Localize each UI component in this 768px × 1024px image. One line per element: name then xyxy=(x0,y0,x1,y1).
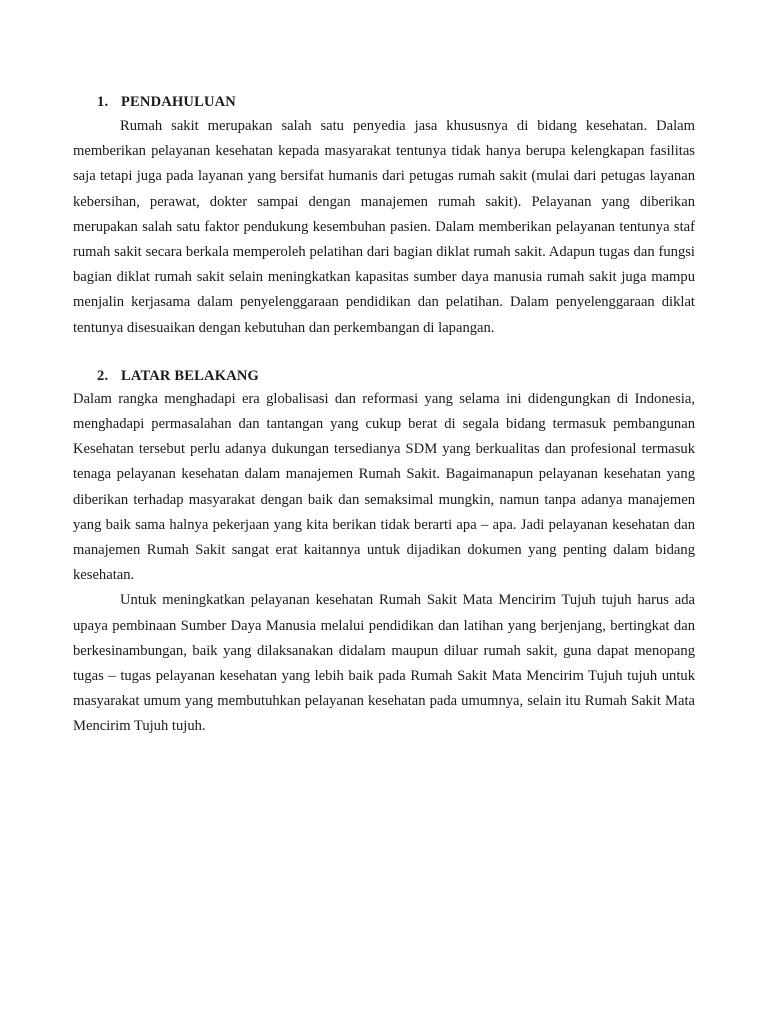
section-heading xyxy=(97,92,695,112)
paragraph: Rumah sakit merupakan salah satu penyedia jasa khususnya di bidang kesehatan. Dalam memberikan pelayanan kesehatan kepada masyarakat tentunya tidak hanya berupa kelengkapan fasilitas saja tetapi juga pada layanan yang bersifat humanis dari petugas rumah sakit (mulai dari petugas layanan kebersihan, perawat, dokter sampai dengan manajemen rumah sakit). Pelayanan yang diberikan merupakan salah satu faktor pendukung kesembuhan pasien. Dalam memberikan pelayanan tentunya staf rumah sakit secara berkala memperoleh pelatihan dari bagian diklat rumah sakit. Adapun tugas dan fungsi bagian diklat rumah sakit selain meningkatkan kapasitas sumber daya manusia rumah sakit juga mampu menjalin kerjasama dalam penyelenggaraan pendidikan dan pelatihan. Dalam penyelenggaraan diklat tentunya disesuaikan dengan kebutuhan dan perkembangan di lapangan. xyxy=(73,118,695,336)
document-page xyxy=(73,92,695,740)
section-latar-belakang xyxy=(73,366,695,740)
section-number: 2. xyxy=(97,367,109,384)
paragraph: Dalam rangka menghadapi era globalisasi dan reformasi yang selama ini didengungkan di Indonesia, menghadapi permasalahan dan tantangan yang cukup berat di segala bidang termasuk pembangunan Kesehatan tersebut perlu adanya dukungan tersedianya SDM yang berkualitas dan profesional termasuk tenaga pelayanan kesehatan dalam manajemen Rumah Sakit. Bagaimanapun pelayanan kesehatan yang diberikan terhadap masyarakat dengan baik dan semaksimal mungkin, namun tanpa adanya manajemen yang baik sama halnya pekerjaan yang kita berikan tidak berarti apa – apa. Jadi pelayanan kesehatan dan manajemen Rumah Sakit sangat erat kaitannya untuk dijadikan dokumen yang penting dalam bidang kesehatan. xyxy=(73,390,695,584)
paragraph: Untuk meningkatkan pelayanan kesehatan Rumah Sakit Mata Mencirim Tujuh tujuh harus ada upaya pembinaan Sumber Daya Manusia melalui pendidikan dan latihan yang berjenjang, bertingkat dan berkesinambungan, baik yang dilaksanakan didalam maupun diluar rumah sakit, guna dapat menopang tugas – tugas pelayanan kesehatan yang lebih baik pada Rumah Sakit Mata Mencirim Tujuh tujuh untuk masyarakat umum yang membutuhkan pelayanan kesehatan pada umumnya, selain itu Rumah Sakit Mata Mencirim Tujuh tujuh. xyxy=(73,592,695,735)
section-title: PENDAHULUAN xyxy=(121,94,236,110)
section-title: LATAR BELAKANG xyxy=(121,367,260,384)
section-pendahuluan xyxy=(73,92,695,341)
section-number: 1. xyxy=(97,94,109,110)
section-heading xyxy=(97,366,695,386)
